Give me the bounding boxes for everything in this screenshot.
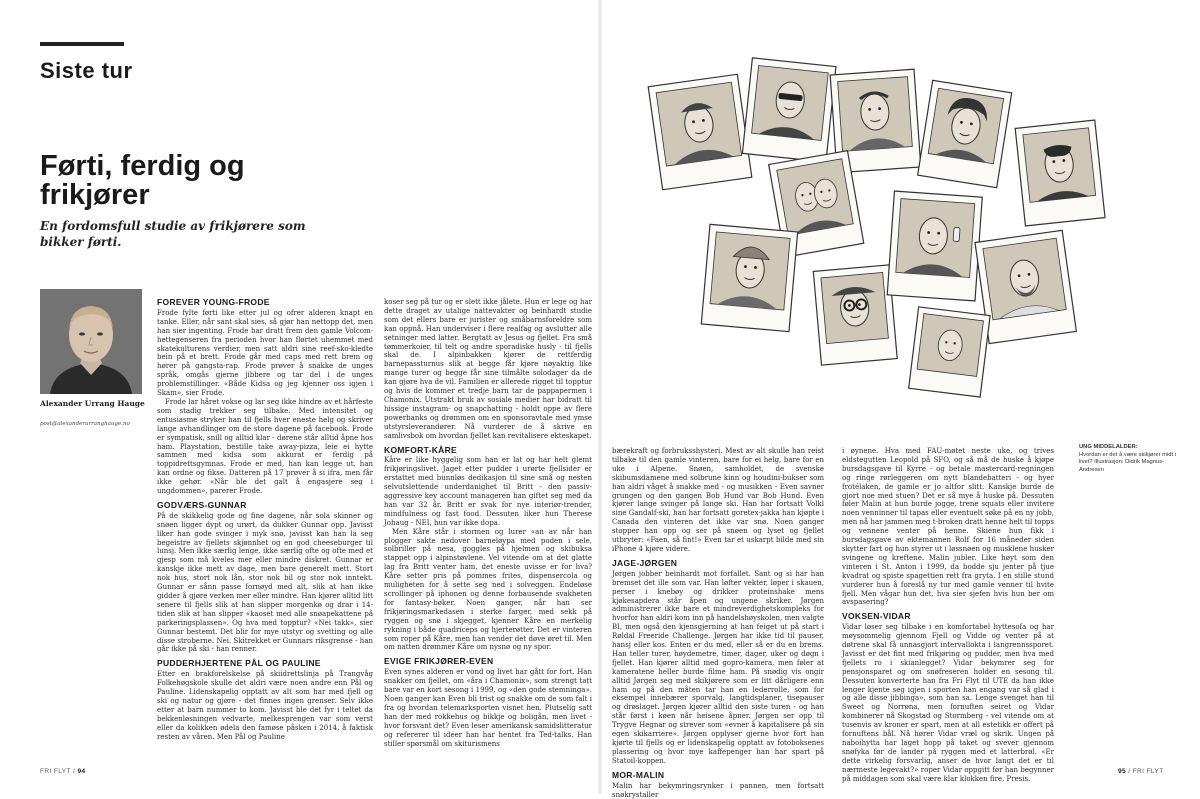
paragraph: Men Kåre står i stormen og lurer «an av når han plogger sakte nedover barneløypa med poden i sele, solbriller på nesa, goggles på hjelmen og skibuksa stappet opp i alpinstøvlene. Vel vitende om at det glatte lag fra Britt venter ham, det eneste uvisse er for hva? Kåre setter pris på pommes frites, dispensercola og muligheten for å sette seg ned i solveggen. Endeløse scrollinger på iphonen og denne forbausende svakheten for fantasy-bøker. Noen ganger, når han ser frikjøringsmarkedasen i sterke farger, med sekk på ryggen og snø i skjegget, kjenner Kåre en merkelig rykning i både quadriceps og hjerterøtter. Det er vinteren som roper på Kåre, men han vender det døve øret til. Men om natten drømmer Kåre om nysnø og ny spor. (384, 527, 592, 652)
paragraph: Etter en brakforelskelse på skiidrettslinja på Trangvåg Folkehøgskole skulle det aldri være noen andre enn Pål og Pauline. Lidenskapelig opptatt av alt som har med fjell og ski og natur og gjøre - det finnes ingen grenser. Selv ikke etter at barn nummer to kom. Javisst ble det fyr i teltet da bekkenløsningen vedvarte, melkesprengen var som verst eller da kolikken ødela den famøse påsken i 2014, å faktisk resten av våren. Men Pål og Pauline (157, 670, 373, 741)
folio-separator: / (1128, 768, 1131, 775)
folio-left (40, 768, 85, 775)
polaroid-frame-10 (975, 230, 1076, 343)
illustration-caption (1079, 444, 1179, 474)
article-deck: En fordomsfull studie av frikjørere som bikker førti. (40, 219, 306, 249)
paragraph: På de skikkelig gode og fine dagene, når sola skinner og snøen ligger dypt og urørt, da dukker Gunnar opp. Javisst liker han gode svinger i myk snø, javisst kan han la seg begeistre av fjellets skjønnhet og en god cheeseburger til lunsj. Men ikke særlig lenge, ikke særlig ofte og ofte med et gjesp som må kveles mer eller mindre diskret. Gunnar er kanskje ikke mett av dage, men bare generelt mett. Stort nok hus, stort nok lån, stor nok bil og stor nok inntekt. Gunnar er sånn passe fornøyd med alt, slik at han ikke gidder å gjøre verken mer eller mindre. Han kjører alltid litt senere til fjells slik at han slipper morgenkø og drar i 14-tiden slik at han slipper «kaoset med alle snøapekattene på parkeringsplassen». Og hva med topptur? «Nei takk», sier Gunnar bestemt. Det blir for mye utstyr og svetting og alle disse stroberne. Nei. Skitrekket er Gunnars riksgrense - han går ikke på ski - han renner. (157, 511, 373, 654)
polaroid-frame-9 (887, 191, 982, 301)
article-headline: Førti, ferdig og frikjører (40, 150, 245, 211)
page-gutter (598, 0, 602, 794)
paragraph: Jørgen jobber beinhardt mot forfallet. Sant og si har han bremset det ille som var. Han løfter vekter, løper i skauen, perser i knebøy og drikker proteinshake mens kjøkesapdera står åpen og ungene skriker. Jørgen administrerer ikke bare et mindreverdighetskompleks for hvorfor han aldri kom inn på handelshøyskolen, men valgte BI, men også den kjensgjerning at han feiget ut på start i Røldal Freeride Challenge. Jørgen har ikke tid til pauser, hansj eller kos. Enten er du med, eller så er du en brems. Han teller turer, høydemetre, timer, dager, uker og døgn i fjellet. Han kjører alltid med gopro-kamera, men føler at kameratene heller burde filme ham. På snødig vis ongir alltid Jørgen seg med skikjørere som er litt dårligere enn ham og på den måten tar han en lederrolle, som for eksempel innebærer sporvalg, langtidsplaner, tisepauser og drøslaget. Jørgen kjører alltid den siste turen - og han står først i køen når heisene åpner. Jørgen ser opp til Trygve Hegnar og strever som «evner å kapitalisere på sin egen skikarriere». Jørgen opplyser gjerne hvor fort han kjørte til fjells og er lidenskapelig opptatt av fotoboksenes plassering og hvor mye kaffepenger han har spart på Statoil-koppen. (612, 569, 824, 765)
subheading: GODVÆRS-GUNNAR (157, 499, 247, 510)
paragraph: Even synes alderen er vond og livet har gått for fort. Han snakker om fjellet, om «åra i Chamonix», som strengt tatt bare var en kort sesong i 1999, og «den gode stemninga». Noen ganger kan Even bli trist og snakke om de som falt i fra og hvordan telemarksporten visnet hen. Plutselig satt han der med rokkehus og bikkje og boligån, men livet - hvor forsvant det? Even leser amerikansk samidslitteratur og refererer til ideer han har hentet fra Ted-talks. Han stiller spørsmål om skiturismens (384, 668, 592, 748)
folio-magazine: FRI FLYT (1132, 768, 1164, 775)
polaroid-frame-8 (813, 265, 897, 365)
folio-right (1118, 768, 1164, 775)
subheading: KOMFORT-KÅRE (384, 444, 458, 455)
portrait-illustration (40, 289, 142, 394)
folio-page-number: 94 (77, 768, 86, 775)
folio-page-number: 95 (1118, 768, 1127, 775)
paragraph: i øynene. Hva med FAU-møtet neste uke, og trives eldstegutten Leopold på SFO, og så må de huske å kjøpe bursdagsgave til Kyrre - og betale mastercard-regningen og ringe rørleggeren om nytt blandebatteri - og hyer frotélaken, de gamle er jo altfor slitt. Kanskje burde de gjort noe med stuen? Det er så mye å huske på. Dessuten føler Malin at hun burde jogge, trene squats eller invitere noen venninner til tapas eller eventuelt søke på en ny jobb, men nå har jammen meg t-broken dratt henne helt til topps og vennene venter på henne. Skiene hun fikk i bursdagsgave av ektemannen Rolf for 16 måneder siden skytter fart og hun styrer ut i løssnøen og musklene husker svingene og kreftene. Malin jubler. Like høyt som den vinteren i St. Anton i 1999, da bodde sju jenter på tjue kvadrat og spiste spagettien rett fra gryta. I en stille stund vurderer hun å foreslå ny tur med gamle venner til hvite fjell. Men vågar hun det, hva sier sjefen hvis hun ber om avspasering? (842, 447, 1054, 607)
folio-separator: / (73, 768, 76, 775)
paragraph: Frode fylte førti like etter jul og ofrer alderen knapt en tanke. Eller, når sant skal sies, så gjør han nettopp det, men han sier ingenting. Frode har dratt frem den gamle Volcom-hettegenseren fra perioden hvor han flørtet uhemmet med skatekulturens verdier, men satt aldri sine reef-sko-kledte bein på et brett. Frode går med caps med rett brem og hører på gangsta-rap. Frode prøver å snakke de unges språk, omgås gjerne jibbere og tar del i de unges problemstillinger. «Både Kidsa og jeg kjenner oss igjen i Skam», sier Frode. (157, 308, 373, 398)
caption-title: UNG MIDDELALDER: (1079, 444, 1138, 450)
paragraph: bærekraft og forbruksshysteri. Mest av alt skulle han reist tilbake til den gamle vinteren, bare for ei helg, bare for en uke i Alpene. Snøen, samholdet, de svenske skibumsdamene med solbrune kinn og houdini-bukser som han aldri våget å snakke med - og musikken - Even savner grungen og den gangen Bob Hund var Bob Hund. Even kjører lange svinger på lange ski. Han har fortsatt Volkl sine Gandalf-ski, han har fortsatt goretex-jakka han kjøpte i Canada den vinteren det ikke var snø. Noen ganger stopper han opp og ser på snøen og lyset og fjellet utbryter: «Faen, så fint!» Even tar et uskarpt bilde med sin iPhone 4 kjøre videre. (612, 447, 824, 553)
author-email[interactable]: post@alexanderurranghauge.no (40, 421, 130, 427)
polaroid-frame-1 (648, 74, 752, 190)
polaroid-frame-11 (909, 307, 990, 397)
paragraph: Frode lar håret vokse og lar seg ikke hindre av et hårfeste som stadig trekker seg tilbake. Med intensitet og entusiasme stryker han til fjells hver eneste helg og skriver lange avhandlinger om de store dagene på facebook. Frode er sympatisk, snill og alltid klar - dørene står alltid åpne hos ham. Playstation, bestille take away-pizza, leie ei hytte sammen med kidsa som akkurat er ferdig på toppidrettsgymnas. Frode er med, han kan legge ut, han kan ordne og fikse. Datteren på 17 prøver å si ifra, men får ikke gehør. «Når ble det galt å engasjere seg i ungdommen», parerer Frode. (157, 397, 373, 496)
polaroid-illustration (620, 62, 1120, 392)
text-column-4 (842, 447, 1054, 783)
subheading: PUDDERHJERTENE PÅL OG PAULINE (157, 658, 321, 669)
subheading: EVIGE FRIKJØRER-EVEN (384, 656, 494, 667)
polaroid-frame-2 (742, 58, 836, 162)
polaroid-frame-5 (1015, 120, 1105, 226)
text-column-2 (384, 298, 592, 748)
subheading: FOREVER YOUNG-FRODE (157, 297, 270, 307)
author-name: Alexander Urrang Hauge (40, 399, 145, 408)
paragraph: Vidar løser seg tilbake i en komfortabel hyttesofa og har møysommelig gjennom Fjell og Vidde og venter på at døtrene skal få unnasgjort intervallokta i langrennssporet. Javisst er det fint med frikjøring og pudder, men hva med fjellets ro i skianlegget? Vidar bekymrer seg for pensjonsparet og om snøfreseren holder en sesong til. Dessuten konverterte han fra Fri Flyt til UTE da han ikke lenger kjente seg igjen i sporten han engang var så glad i og alle disse jibbinga», som han sa. Lenge svenget han til Sweet og Norrøna, men fornuften seiret og Vidar kombinerer nå Skogstad og Stormberg - vel vitende om at tusenvis av kroner er spart, men at all estetikk er offert på fornuftens bål. Nå hører Vidar vræl og skrik. Ungen på naboihytta har laget hopp på taket og svever gjennom snøfyka før de lander på ryggen med et latterbrøl. «Er dette virkelig forsvarlig, anser de hvor langt det er til nærmeste legevakt?» roper Vidar oppgitt før han begynner på middagen som skal være klar klokken fire. Presis. (842, 623, 1054, 783)
polaroid-frame-7 (701, 224, 797, 331)
caption-text: Hvordan er det å være skikjører midt i livet? Illustrasjon: Didrik Magnus-Andresen (1079, 451, 1176, 473)
author-portrait (40, 289, 142, 394)
subheading: VOKSEN-VIDAR (842, 611, 911, 622)
paragraph: Malin har bekymringsrynker i pannen, men fortsatt snøkrystaller (612, 781, 824, 799)
section-rule (40, 42, 124, 46)
paragraph: Kåre er like hyggelig som han er lat og har helt glemt frikjøringslivet. Jaget etter pudder i urørte fjellsider er erstattet med bunnløs dedikasjon til sine små og nesten selvutslettende underdanighet til Britt - den passiv-aggressive key account manageren han giftet seg med da han var 32 år. Britt er svak for nye interiør-trender, mindfulness og fast food. Dessuten liker hun Therese Johaug - NEI, hun var ikke dopa. (384, 456, 592, 527)
text-column-1 (157, 297, 373, 741)
polaroid-frame-4 (918, 80, 1012, 187)
paragraph: koser seg på tur og er slett ikke jålete. Hun er lege og har dette draget av utalige nattevakter og beinhardt studie som det ellers bare er jurister og småbarnsforeldre som kan oppnå. Han underviser i flere realfag og avslutter alle setninger med latter. Bergtatt av Jesus og fjellet. Fra små tømmerkoier, til telt og andre sporadiske husly - til fjells skal de. I alpinbakken kjører de rettferdig barnepassturnus slik at begge får kjøre nøyaktig like mange turer og begge får sine tilmålte solodager da de kan gjøre hva de vil. Familien er allerede rigget til topptur og hvis de kommer et tredje barn tar de pappapermen i Chamonix. Utstrakt bruk av sosiale medier har bidratt til hissige instagram- og snapchatting - holdt oppe av flere powerbanks og drømmen om en sponsoravtale med ymse utstyrsleverandører. Nå vurderer de å skrive en samlivsbok om hvordan fjellet kan revitalisere ekteskapet. (384, 298, 592, 440)
section-label: Siste tur (40, 58, 133, 83)
subheading: MOR-MALIN (612, 769, 665, 780)
text-column-3 (612, 447, 824, 799)
subheading: JAGE-JØRGEN (612, 557, 678, 568)
folio-magazine: FRI FLYT (40, 768, 71, 775)
